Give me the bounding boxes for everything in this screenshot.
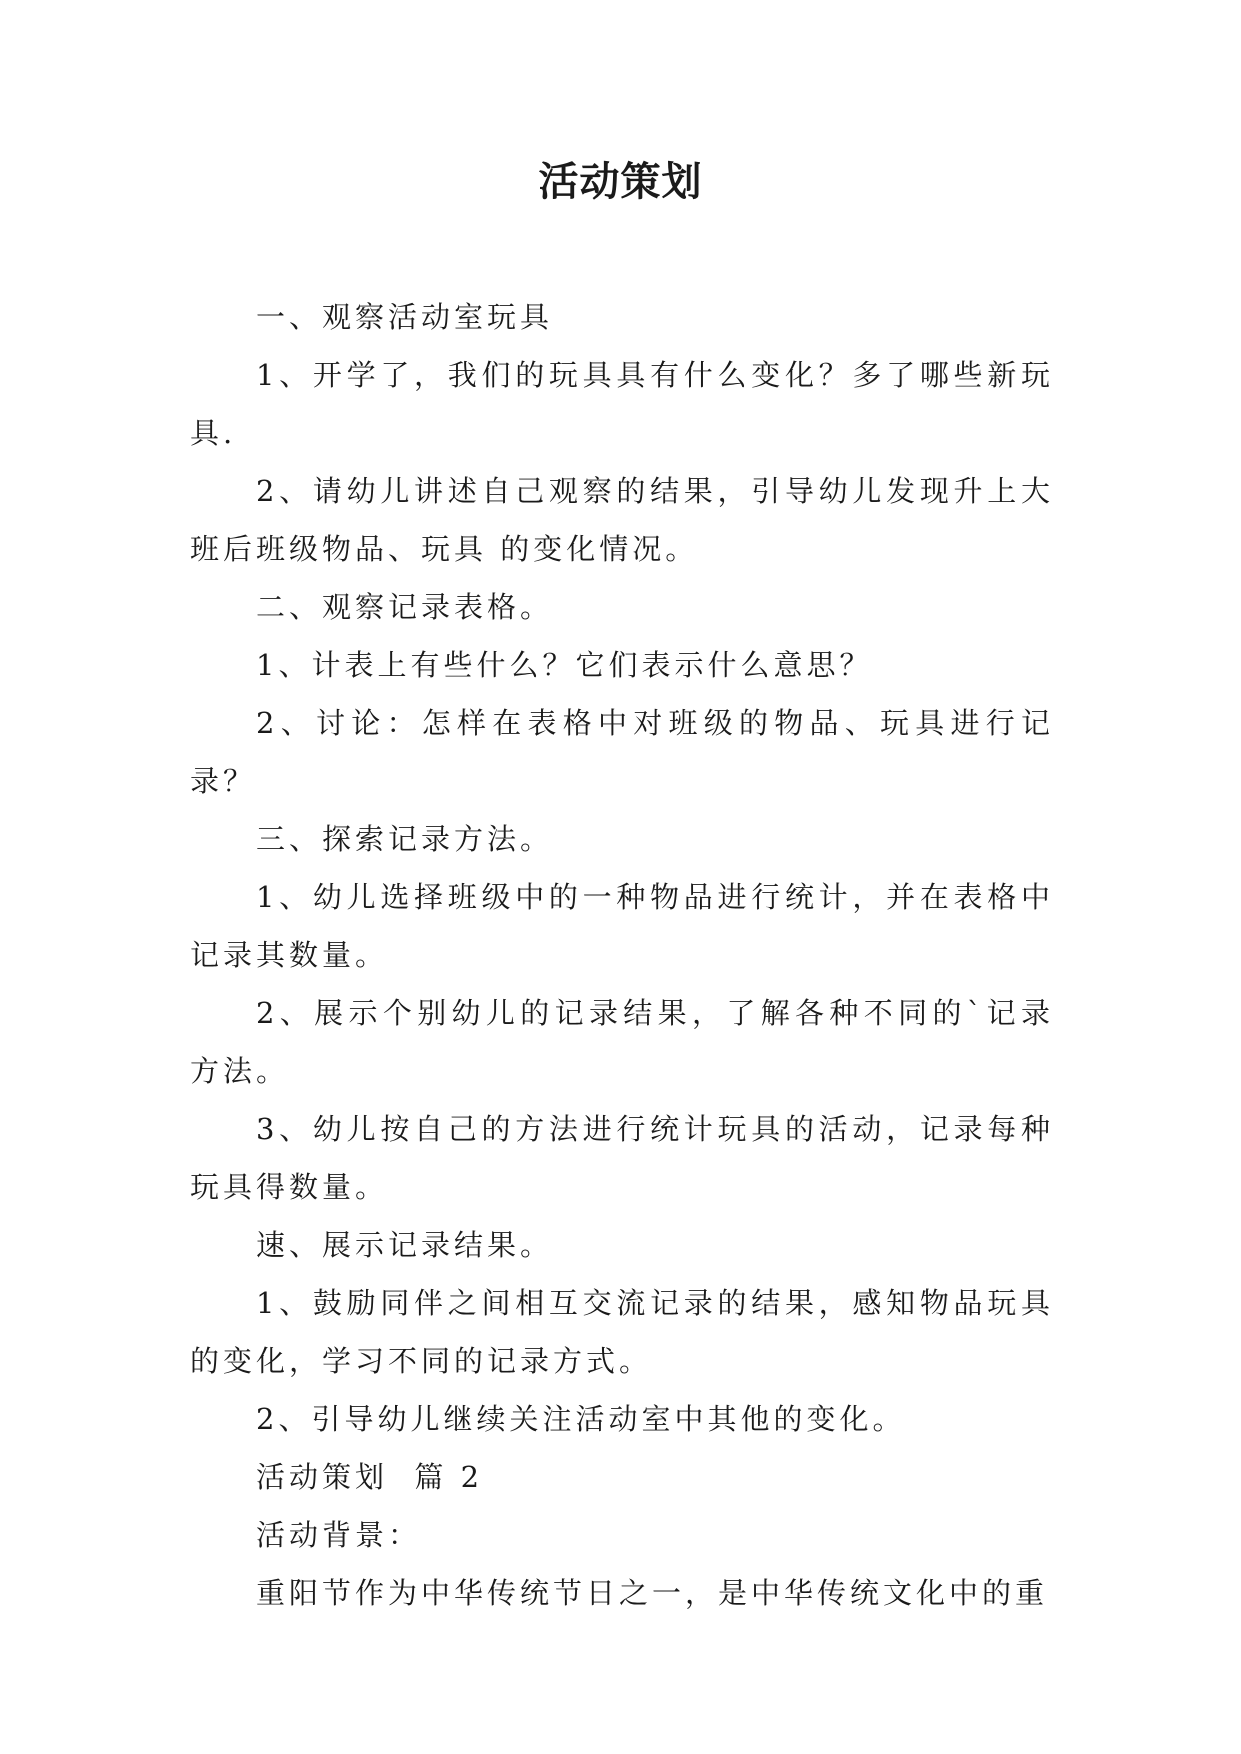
paragraph-item: 2、展示个别幼儿的记录结果，了解各种不同的`记录方法。	[190, 996, 1054, 1088]
paragraph-section-3-heading: 三、探索记录方法。	[256, 822, 554, 856]
document-title: 活动策划	[538, 158, 703, 205]
paragraph-section-2-heading: 二、观察记录表格。	[256, 590, 554, 624]
paragraph-section-1-heading: 一、观察活动室玩具	[256, 300, 554, 334]
paragraph-part-heading: 活动策划 篇 2	[256, 1460, 484, 1494]
paragraph-item: 2、引导幼儿继续关注活动室中其他的变化。	[256, 1402, 906, 1436]
document-body	[190, 288, 1054, 1622]
paragraph-item: 1、鼓励同伴之间相互交流记录的结果，感知物品玩具的变化，学习不同的记录方式。	[190, 1286, 1054, 1378]
paragraph-section-4-heading: 速、展示记录结果。	[256, 1228, 554, 1262]
paragraph-item: 2、请幼儿讲述自己观察的结果，引导幼儿发现升上大班后班级物品、玩具 的变化情况。	[190, 474, 1054, 566]
paragraph-background-text: 重阳节作为中华传统节日之一，是中华传统文化中的重	[256, 1576, 1049, 1610]
paragraph-item: 1、计表上有些什么？它们表示什么意思？	[256, 648, 873, 682]
paragraph-item: 1、幼儿选择班级中的一种物品进行统计，并在表格中记录其数量。	[190, 880, 1054, 972]
paragraph-item: 2、讨论：怎样在表格中对班级的物品、玩具进行记录？	[190, 706, 1054, 798]
paragraph-item: 3、幼儿按自己的方法进行统计玩具的活动，记录每种玩具得数量。	[190, 1112, 1054, 1204]
paragraph-background-label: 活动背景：	[256, 1518, 422, 1552]
paragraph-item: 1、开学了，我们的玩具具有什么变化？多了哪些新玩具.	[190, 358, 1054, 450]
